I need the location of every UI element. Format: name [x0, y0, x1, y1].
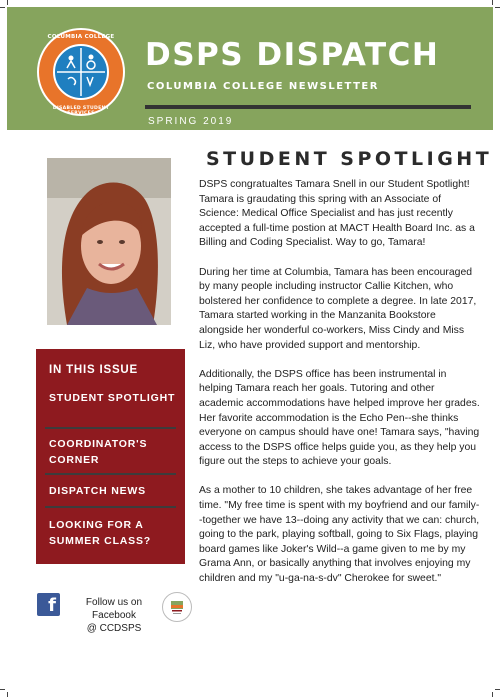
spotlight-heading: STUDENT SPOTLIGHT	[206, 148, 493, 170]
crop-mark	[7, 692, 8, 697]
issue-item-student-spotlight[interactable]: STUDENT SPOTLIGHT	[49, 392, 176, 404]
issue-divider	[45, 506, 176, 508]
follow-line-1: Follow us on Facebook	[85, 597, 143, 621]
issue-season: SPRING 2019	[148, 116, 234, 127]
issue-item-coordinators-corner[interactable]: COORDINATOR'S CORNER	[49, 438, 148, 466]
crop-mark	[495, 7, 500, 8]
crop-mark	[7, 0, 8, 5]
facebook-follow-text[interactable]	[64, 596, 164, 635]
header-divider	[145, 105, 471, 109]
article-paragraph: During her time at Columbia, Tamara has been encouraged by many people including instructor Callie Kitchen, who bolstered her confidence to complete a degree. In late 2017, Tamara started working in the Manzanita Bookstore alongside her wonderful co-workers, Miss Cindy and Miss Liz, who have provided support and mentorship.	[199, 266, 477, 351]
header-band	[7, 7, 493, 130]
newsletter-title: DSPS DISPATCH	[145, 37, 440, 73]
article-paragraph: Additionally, the DSPS office has been instrumental in helping Tamara reach her goals. Tutoring and other academic accommodations have helped improve her grades. Her favorite accommodation is the Echo Pen--she thinks everyone on campus should have one! Tamara says, "having access to the DSPS office helps guide you, as they help you figure out the steps to achieve your goals.	[199, 368, 480, 468]
crop-mark	[492, 692, 493, 697]
crop-mark	[492, 0, 493, 5]
issue-item-summer-class[interactable]: LOOKING FOR A SUMMER CLASS?	[49, 519, 151, 547]
accessibility-icon	[55, 46, 107, 98]
logo-top-text: COLUMBIA COLLEGE	[47, 34, 115, 40]
small-college-logo	[162, 592, 192, 622]
crop-mark	[0, 689, 5, 690]
newsletter-subtitle: COLUMBIA COLLEGE NEWSLETTER	[147, 81, 379, 92]
facebook-icon[interactable]: f	[37, 593, 60, 616]
crop-mark	[495, 689, 500, 690]
spotlight-article	[199, 178, 481, 601]
issue-divider	[45, 473, 176, 475]
issue-divider	[45, 427, 176, 429]
student-photo	[47, 158, 171, 325]
college-logo	[37, 28, 125, 116]
follow-line-2: @ CCDSPS	[86, 623, 142, 634]
issue-item-dispatch-news[interactable]: DISPATCH NEWS	[49, 485, 146, 497]
article-paragraph: As a mother to 10 children, she takes advantage of her free time. "My free time is spent with my boyfriend and our family--together we have 13--doing any activity that we can: church, going to the park, playing softball, going to Six Flags, playing board games like Joker's Wild--a game given to me by my Grama Ann, or basically anything that involves enjoying my children and my "u-ga-na-s-dv" Cherokee for sweet."	[199, 485, 480, 585]
logo-bottom-text: DISABLED STUDENT SERVICES	[52, 106, 110, 116]
in-this-issue-box	[36, 349, 185, 564]
logo-emblem	[53, 44, 109, 100]
crop-mark	[0, 7, 5, 8]
in-this-issue-heading: IN THIS ISSUE	[49, 364, 138, 376]
article-paragraph: DSPS congratualtes Tamara Snell in our Student Spotlight! Tamara is graudating this spring with an Associate of Science: Medical Office Specialist and has just recently accepted a full-time postion at MACT Health Board Inc. as a Billing and Coding Specialist. Way to go, Tamara!	[199, 179, 475, 249]
